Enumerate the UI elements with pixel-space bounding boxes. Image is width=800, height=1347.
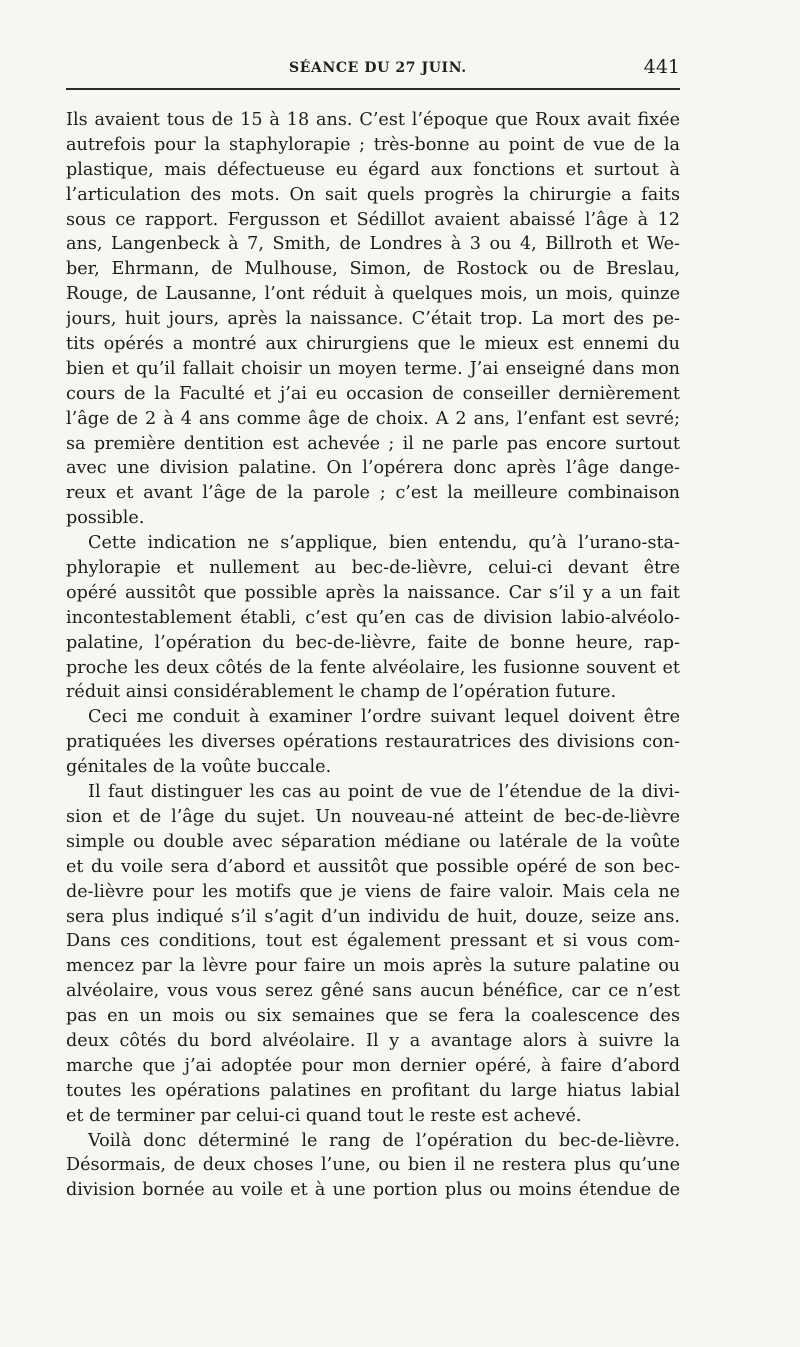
text-line: opéré aussitôt que possible après la naissance. Car s’il y a un fait [66,582,680,603]
text-line: deux côtés du bord alvéolaire. Il y a avantage alors à suivre la [66,1030,680,1051]
text-line: cours de la Faculté et j’ai eu occasion de conseiller dernièrement [66,383,680,404]
text-line: incontestablement établi, c’est qu’en cas de division labio-alvéolo- [66,607,680,628]
text-line: Rouge, de Lausanne, l’ont réduit à quelques mois, un mois, quinze [66,284,680,305]
text-line: pas en un mois ou six semaines que se fera la coalescence des [66,1006,680,1027]
text-line: proche les deux côtés de la fente alvéolaire, les fusionne souvent et [66,657,680,678]
text-line: sous ce rapport. Fergusson et Sédillot avaient abaissé l’âge à 12 [66,209,680,230]
text-line: jours, huit jours, après la naissance. C’était trop. La mort des pe- [66,309,680,330]
text-line: Ils avaient tous de 15 à 18 ans. C’est l’époque que Roux avait fixée [66,110,680,130]
text-line: bien et qu’il fallait choisir un moyen terme. J’ai enseigné dans mon [66,358,680,379]
text-line: Il faut distinguer les cas au point de vue de l’étendue de la divi- [88,782,680,803]
text-line: division bornée au voile et à une portion plus ou moins étendue de [66,1180,680,1201]
text-line: Ceci me conduit à examiner l’ordre suivant lequel doivent être [88,707,680,728]
text-line: réduit ainsi considérablement le champ de l’opération future. [66,682,617,703]
body-text [66,108,680,1203]
text-line: avec une division palatine. On l’opérera donc après l’âge dange- [66,458,680,479]
text-line: alvéolaire, vous vous serez gêné sans aucun bénéfice, car ce n’est [66,981,680,1002]
text-line: ans, Langenbeck à 7, Smith, de Londres à 3 ou 4, Billroth et We- [66,234,680,255]
text-line: génitales de la voûte buccale. [66,757,332,778]
text-line: mencez par la lèvre pour faire un mois après la suture palatine ou [66,956,680,977]
text-line: palatine, l’opération du bec-de-lièvre, faite de bonne heure, rap- [66,632,680,653]
page-header [66,56,680,86]
running-head: SÉANCE DU 27 JUIN. [289,60,467,76]
header-rule [66,88,680,90]
text-line: pratiquées les diverses opérations restauratrices des divisions con- [66,732,680,753]
text-line: sion et de l’âge du sujet. Un nouveau-né atteint de bec-de-lièvre [66,806,680,827]
text-line: l’articulation des mots. On sait quels progrès la chirurgie a faits [66,184,680,205]
text-line: sera plus indiqué s’il s’agit d’un individu de huit, douze, seize ans. [66,906,680,927]
text-line: simple ou double avec séparation médiane ou latérale de la voûte [66,831,680,852]
text-line: de-lièvre pour les motifs que je viens de faire valoir. Mais cela ne [66,881,680,902]
text-line: tits opérés a montré aux chirurgiens que le mieux est ennemi du [66,334,680,355]
text-line: et de terminer par celui-ci quand tout le reste est achevé. [66,1105,582,1126]
text-line: possible. [66,508,145,529]
text-line: ber, Ehrmann, de Mulhouse, Simon, de Rostock ou de Breslau, [66,259,680,280]
text-line: autrefois pour la staphylorapie ; très-bonne au point de vue de la [66,134,680,155]
text-line: Voilà donc déterminé le rang de l’opération du bec-de-lièvre. [88,1130,680,1151]
text-line: toutes les opérations palatines en profitant du large hiatus labial [66,1080,680,1101]
text-line: sa première dentition est achevée ; il ne parle pas encore surtout [66,433,680,454]
text-line: plastique, mais défectueuse eu égard aux fonctions et surtout à [66,159,680,180]
text-line: Dans ces conditions, tout est également pressant et si vous com- [66,931,680,952]
text-line: phylorapie et nullement au bec-de-lièvre, celui-ci devant être [66,558,680,579]
text-line: reux et avant l’âge de la parole ; c’est la meilleure combinaison [66,483,680,504]
text-line: et du voile sera d’abord et aussitôt que possible opéré de son bec- [66,856,680,877]
text-line: marche que j’ai adoptée pour mon dernier opéré, à faire d’abord [66,1055,680,1076]
text-line: Cette indication ne s’applique, bien entendu, qu’à l’urano-sta- [88,533,680,554]
page-number: 441 [643,56,680,78]
text-line: Désormais, de deux choses l’une, ou bien il ne restera plus qu’une [66,1155,680,1176]
text-line: l’âge de 2 à 4 ans comme âge de choix. A 2 ans, l’enfant est sevré; [66,408,680,429]
